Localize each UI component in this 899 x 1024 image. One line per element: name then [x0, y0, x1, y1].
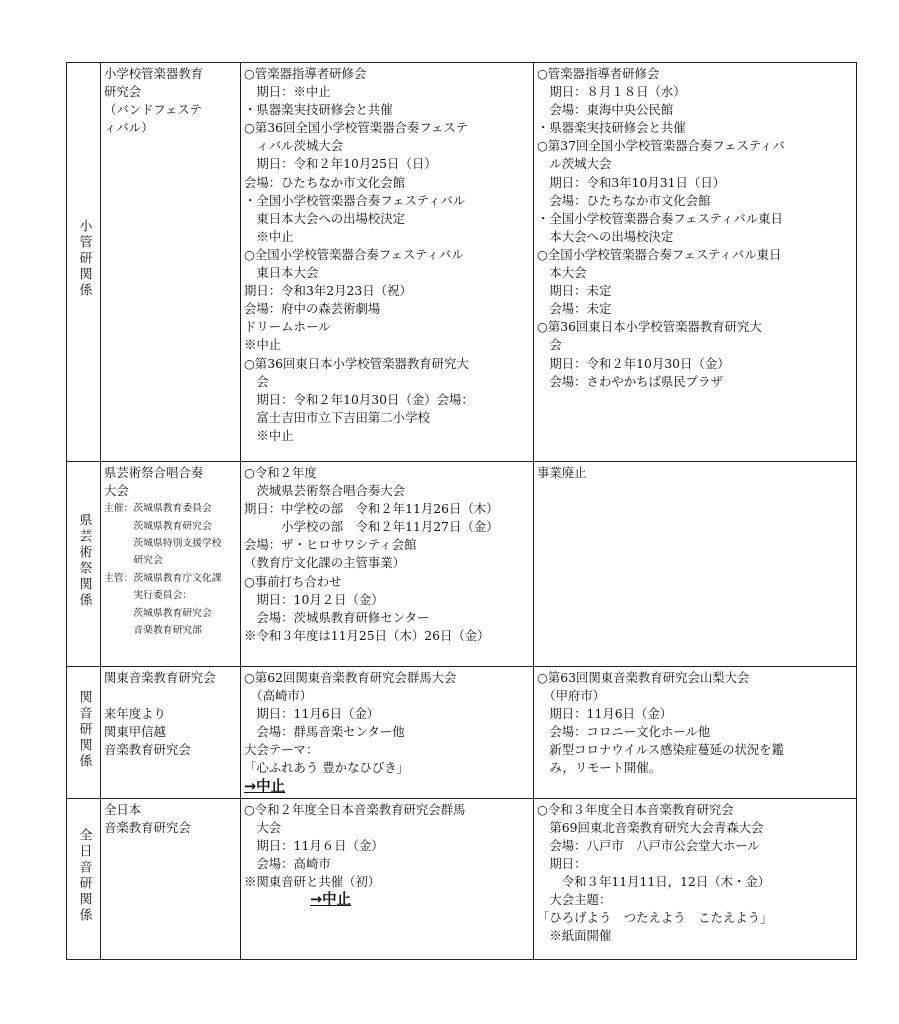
text-line: （教育庁文化課の主管事業）: [244, 555, 406, 571]
text-line: ○第62回関東音楽教育研究会群馬大会: [244, 670, 457, 685]
text-line: [104, 687, 237, 705]
text-line: ○管楽器指導者研修会: [244, 66, 367, 81]
text-line: み，リモート開催。: [537, 760, 662, 776]
text-line: ○第36回東日本小学校管楽器教育研究大: [244, 355, 469, 371]
current-year-cell: [241, 667, 534, 799]
text-line: （バンドフェステ: [104, 102, 202, 118]
table-row: [67, 63, 857, 462]
text-line: 会場：八戸市 八戸市公会堂大ホール: [537, 837, 760, 853]
text-line: ○令和２年度全日本音楽教育研究会群馬: [244, 801, 466, 817]
text-line: 第69回東北音楽教育研究大会青森大会: [537, 819, 764, 835]
text-line: 期日：令和２年10月30日（金）: [537, 355, 730, 371]
category-cell: [67, 798, 101, 959]
text-line: ・全国小学校管楽器合奏フェスティバル東日: [537, 210, 783, 226]
category-cell: [67, 462, 101, 667]
current-year-cell: [241, 462, 534, 667]
text-line: ・全国小学校管楽器合奏フェスティバル: [244, 192, 466, 208]
text-line: 主管：茨城県教育庁文化課: [104, 572, 222, 584]
text-line: 会場：茨城県教育研修センター: [244, 609, 430, 625]
text-line: ※中止: [244, 228, 294, 244]
text-line: 令和３年11月11日，12日（木・金）: [537, 874, 771, 890]
text-line: 会場：さわやかちば県民プラザ: [537, 373, 723, 389]
text-line: 期日：10月２日（金）: [244, 591, 384, 607]
text-line: 全日本: [104, 801, 142, 817]
current-year-cell: [241, 798, 534, 959]
current-year-cell: [241, 63, 534, 462]
text-line: 期日：中学校の部 令和２年11月26日（木）: [244, 501, 499, 517]
text-line: 茨城県特別支援学校: [104, 538, 222, 549]
category-cell: [67, 667, 101, 799]
cancelled-note: →中止: [244, 778, 286, 795]
text-line: ○事前打ち合わせ: [244, 573, 342, 589]
text-line: 小学校管楽器教育: [104, 66, 204, 81]
text-line: 「心ふれあう 豊かなひびき」: [244, 760, 410, 776]
text-line: 大会: [244, 819, 282, 835]
text-line: 期日：11月6日（金）: [537, 706, 673, 722]
text-line: 研究会: [104, 84, 142, 100]
text-line: ※関東音研と共催（初）: [244, 874, 381, 890]
text-line: 会場：ひたちなか市文化会館: [244, 174, 406, 190]
text-line: 会場：高崎市: [244, 855, 331, 871]
text-line: 来年度より: [104, 706, 166, 722]
text-line: ※中止: [244, 337, 282, 353]
text-line: 音楽教育研究会: [104, 742, 191, 758]
text-line: 期日：: [537, 855, 587, 871]
text-line: 音楽教育研究部: [104, 625, 202, 637]
next-year-cell: [534, 462, 857, 667]
text-line: ○第36回東日本小学校管楽器教育研究大: [537, 319, 762, 335]
category-label: 小管研関係: [76, 219, 92, 300]
text-line: 新型コロナウイルス感染症蔓延の状況を鑑: [537, 742, 785, 758]
next-year-cell: [534, 667, 857, 799]
text-line: ○令和２年度: [244, 465, 317, 480]
text-line: 茨城県芸術祭合唱合奏大会: [244, 483, 406, 499]
text-line: 関東音楽教育研究会: [104, 670, 216, 685]
text-line: 「ひろげよう つたえよう こたえよう」: [537, 910, 773, 926]
text-line: 茨城県教育研究会: [104, 520, 212, 532]
text-line: 大会: [104, 483, 129, 499]
text-line: 会場：群馬音楽センター他: [244, 724, 405, 740]
category-label: 全日音研関係: [76, 828, 92, 925]
text-line: ○第63回関東音楽教育研究会山梨大会: [537, 670, 750, 685]
text-line: 会場：コロニー文化ホール他: [537, 724, 711, 740]
text-line: 会場：未定: [537, 301, 612, 317]
text-line: ○全国小学校管楽器合奏フェスティバル東日: [537, 246, 782, 262]
text-line: ィバル茨城大会: [244, 138, 344, 154]
table-row: [67, 462, 857, 667]
text-line: ィバル）: [104, 120, 154, 136]
org-cell: [101, 798, 241, 959]
text-line: 期日：令和3年10月31日（日）: [537, 174, 726, 190]
text-line: 会場：ザ・ヒロサワシティ会館: [244, 537, 417, 553]
text-line: 期日：11月６日（金）: [244, 837, 384, 853]
text-line: ドリームホール: [244, 319, 331, 335]
text-line: ※令和３年度は11月25日（木）26日（金）: [244, 627, 490, 643]
text-line: 研究会: [104, 555, 163, 567]
text-line: 会場：ひたちなか市文化会館: [537, 192, 711, 208]
text-line: ル茨城大会: [537, 156, 612, 172]
org-cell: [101, 63, 241, 462]
text-line: 期日：11月6日（金）: [244, 706, 380, 722]
category-label: 県芸術祭関係: [76, 513, 92, 610]
category-label: 関音研関係: [76, 689, 92, 770]
text-line: 期日：令和２年10月25日（日）: [244, 156, 437, 172]
text-line: 実行委員会：: [104, 590, 193, 602]
text-line: 会: [537, 337, 562, 353]
text-line: ※中止: [244, 427, 294, 443]
text-line: 東日本大会: [244, 265, 319, 281]
next-year-cell: [534, 63, 857, 462]
text-line: 期日：※中止: [244, 84, 331, 100]
text-line: ○第37回全国小学校管楽器合奏フェスティバ: [537, 138, 785, 154]
text-line: ○管楽器指導者研修会: [537, 66, 660, 81]
text-line: 会: [244, 373, 269, 389]
text-line: 関東甲信越: [104, 724, 166, 740]
text-line: ○第36回全国小学校管楽器合奏フェステ: [244, 120, 468, 136]
text-line: ○全国小学校管楽器合奏フェスティバル: [244, 246, 464, 262]
org-cell: [101, 667, 241, 799]
text-line: 本大会: [537, 265, 587, 281]
text-line: 主催：茨城県教育委員会: [104, 503, 212, 515]
text-line: 東日本大会への出場校決定: [244, 210, 406, 226]
text-line: 期日：令和２年10月30日（金）会場：: [244, 391, 474, 407]
cancelled-note: →中止: [310, 892, 352, 909]
text-line: 会場：府中の森芸術劇場: [244, 301, 381, 317]
text-line: 期日：未定: [537, 283, 612, 299]
text-line: 大会主題：: [537, 892, 612, 908]
text-line: ○令和３年度全日本音楽教育研究会: [537, 801, 734, 817]
text-line: 音楽教育研究会: [104, 819, 191, 835]
table-row: [67, 798, 857, 959]
text-line: （高崎市）: [244, 688, 313, 704]
text-line: 会場：東海中央公民館: [537, 102, 674, 118]
text-line: 県芸術祭合唱合奏: [104, 465, 204, 480]
category-cell: [67, 63, 101, 462]
text-line: 富士吉田市立下吉田第二小学校: [244, 409, 430, 425]
events-table: [66, 62, 857, 960]
org-cell: [101, 462, 241, 667]
text-line: 茨城県教育研究会: [104, 607, 212, 619]
text-line: 期日：８月１８日（水）: [537, 84, 686, 100]
text-line: 期日：令和3年2月23日（祝）: [244, 283, 412, 299]
text-line: 小学校の部 令和２年11月27日（金）: [244, 519, 499, 535]
next-year-cell: [534, 798, 857, 959]
text-line: 事業廃止: [537, 465, 587, 480]
text-line: 大会テーマ：: [244, 742, 319, 758]
table-row: [67, 667, 857, 799]
text-line: ※紙面開催: [537, 928, 612, 944]
text-line: （甲府市）: [537, 688, 606, 704]
text-line: 本大会への出場校決定: [537, 228, 674, 244]
text-line: ・県器楽実技研修会と共催: [244, 102, 393, 118]
text-line: ・県器楽実技研修会と共催: [537, 120, 686, 136]
